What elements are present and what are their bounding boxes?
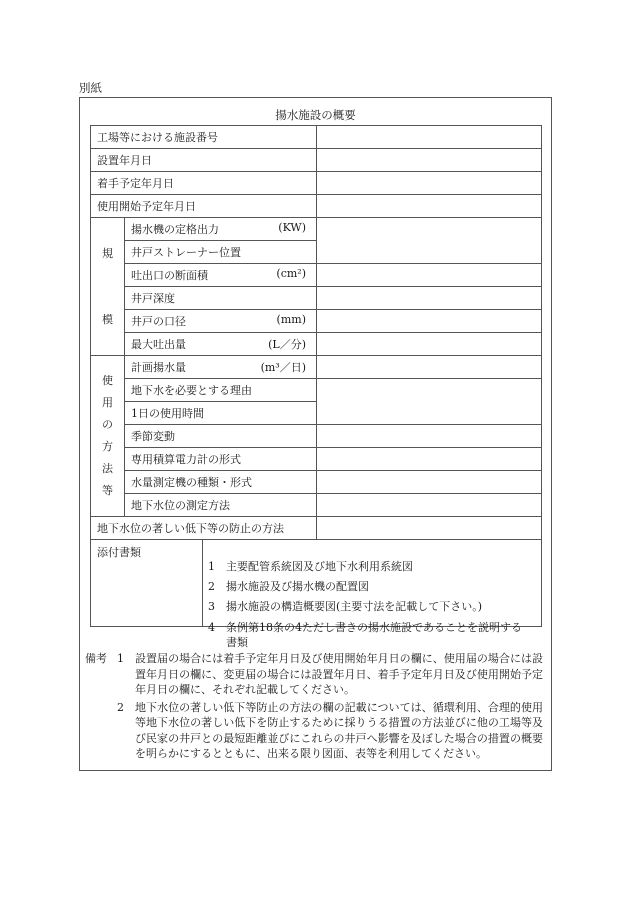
planned-volume-label: 計画揚水量 (m³／日) — [125, 356, 317, 379]
strainer-position-label: 井戸ストレーナー位置 — [125, 241, 317, 264]
well-depth-label: 井戸深度 — [125, 287, 317, 310]
row-well-diameter — [91, 310, 542, 333]
notes-heading: 備考 — [85, 652, 107, 665]
installation-date-label: 設置年月日 — [91, 149, 317, 172]
note-item: 2 地下水位の著しい低下等防止の方法の欄の記載については、循環利用、合理的使用等地下水位の著しい低下を防止するために採りうる措置の方法並びに他の工場等及び民家の井戸との最短距離並びにこれらの井戸へ影響を及ぼした場合の措置の概要を明らかにするとともに、出来る限り図面、表等を利用してください。 — [117, 700, 543, 760]
usage-char: の — [102, 418, 113, 431]
row-power-meter — [91, 448, 542, 471]
max-discharge-label: 最大吐出量 (L／分) — [125, 333, 317, 356]
attachment-item: 4 条例第18条の4ただし書きの揚水施設であることを説明する書類 — [208, 621, 522, 649]
daily-hours-label: 1日の使用時間 — [125, 402, 317, 425]
page-label: 別紙 — [79, 81, 102, 95]
row-max-discharge — [91, 333, 542, 356]
row-usage-start-date — [91, 195, 542, 218]
usage-char: 用 — [102, 396, 113, 409]
planned-volume-value[interactable] — [317, 356, 542, 379]
row-outlet-area — [91, 264, 542, 287]
usage-char: 等 — [102, 484, 113, 497]
usage-start-date-value[interactable] — [317, 195, 542, 218]
scale-char: 規 — [102, 246, 113, 260]
pumping-facility-table — [90, 125, 542, 627]
row-reason — [91, 379, 542, 402]
outlet-area-value[interactable] — [317, 264, 542, 287]
form-title: 揚水施設の概要 — [275, 108, 356, 122]
facility-number-label: 工場等における施設番号 — [91, 126, 317, 149]
reason-label: 地下水を必要とする理由 — [125, 379, 317, 402]
attachment-item: 1 主要配管系統図及び地下水利用系統図 — [208, 560, 413, 573]
attachments-list — [202, 555, 529, 652]
rated-output-value[interactable] — [317, 218, 542, 264]
row-water-level-method — [91, 494, 542, 517]
reason-value[interactable] — [317, 379, 542, 425]
well-diameter-label: 井戸の口径 (mm) — [125, 310, 317, 333]
water-level-method-value[interactable] — [317, 494, 542, 517]
facility-number-value[interactable] — [317, 126, 542, 149]
row-installation-date — [91, 149, 542, 172]
row-planned-volume — [91, 356, 542, 379]
attachment-item: 3 揚水施設の構造概要図(主要寸法を記載して下さい。) — [208, 600, 483, 613]
seasonal-label: 季節変動 — [125, 425, 317, 448]
row-prevention — [91, 517, 542, 540]
well-depth-value[interactable] — [317, 287, 542, 310]
scale-group-label — [91, 218, 125, 356]
power-meter-label: 専用積算電力計の形式 — [125, 448, 317, 471]
attachment-item: 2 揚水施設及び揚水機の配置図 — [208, 580, 369, 593]
row-seasonal — [91, 425, 542, 448]
row-start-date — [91, 172, 542, 195]
well-diameter-value[interactable] — [317, 310, 542, 333]
note-item: 1 設置届の場合には着手予定年月日及び使用開始年月日の欄に、使用届の場合には設置年月日の欄に、変更届の場合には設置年月日、着手予定年月日及び使用開始予定年月日の欄に、それぞれ記載してください。 — [117, 652, 543, 696]
prevention-value[interactable] — [317, 517, 542, 540]
usage-char: 法 — [102, 462, 113, 475]
notes — [85, 651, 543, 762]
start-date-label: 着手予定年月日 — [91, 172, 317, 195]
row-facility-number — [91, 126, 542, 149]
form-frame — [79, 97, 552, 771]
rated-output-label: 揚水機の定格出力 (KW) — [125, 218, 317, 241]
usage-start-date-label: 使用開始予定年月日 — [91, 195, 317, 218]
max-discharge-value[interactable] — [317, 333, 542, 356]
flow-meter-value[interactable] — [317, 471, 542, 494]
outlet-area-label: 吐出口の断面積 (cm²) — [125, 264, 317, 287]
prevention-label: 地下水位の著しい低下等の防止の方法 — [91, 517, 317, 540]
seasonal-value[interactable] — [317, 425, 542, 448]
row-rated-output — [91, 218, 542, 241]
usage-group-label — [91, 356, 125, 517]
row-well-depth — [91, 287, 542, 310]
flow-meter-label: 水量測定機の種類・形式 — [125, 471, 317, 494]
installation-date-value[interactable] — [317, 149, 542, 172]
usage-char: 方 — [102, 440, 113, 453]
row-flow-meter — [91, 471, 542, 494]
scale-char: 模 — [102, 312, 113, 326]
power-meter-value[interactable] — [317, 448, 542, 471]
usage-char: 使 — [102, 374, 113, 387]
start-date-value[interactable] — [317, 172, 542, 195]
attachments-label: 添付書類 — [91, 540, 203, 626]
water-level-method-label: 地下水位の測定方法 — [125, 494, 317, 517]
